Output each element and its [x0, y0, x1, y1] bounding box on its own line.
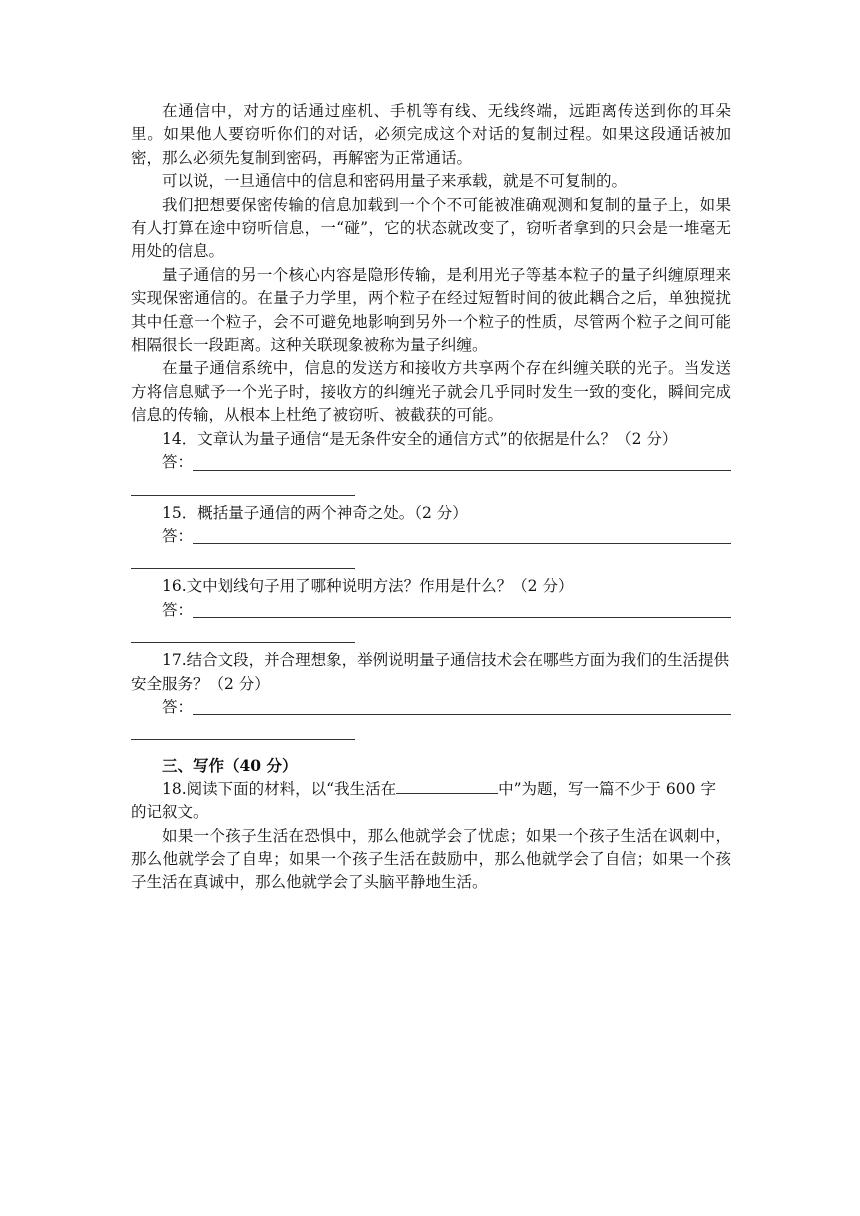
answer-label: 答： [162, 453, 194, 472]
question-17: 17.结合文段，并合理想象，举例说明量子通信技术会在哪些方面为我们的生活提供安全服务？（2 分） [131, 651, 730, 693]
question-14: 14．文章认为量子通信“是无条件安全的通信方式”的依据是什么？（2 分） [162, 429, 678, 448]
answer-line-continued[interactable] [131, 475, 355, 496]
writing-prompt-start: 18.阅读下面的材料，以“我生活在 [162, 779, 397, 798]
passage-paragraph-2: 可以说，一旦通信中的信息和密码用量子来承载，就是不可复制的。 [162, 172, 628, 191]
question-16: 16.文中划线句子用了哪种说明方法？作用是什么？（2 分） [162, 577, 574, 596]
writing-material: 如果一个孩子生活在恐惧中，那么他就学会了忧虑；如果一个孩子生活在讽刺中，那么他就学会了自卑；如果一个孩子生活在鼓励中，那么他就学会了自信；如果一个孩子生活在真诚中，那么他就学会了头脑平静地生活。 [131, 826, 731, 892]
answer-line-continued[interactable] [131, 719, 355, 740]
answer-area-14[interactable] [131, 451, 731, 495]
answer-area-16[interactable] [131, 599, 731, 643]
answer-line[interactable] [193, 601, 731, 618]
answer-line-continued[interactable] [131, 548, 355, 569]
passage-paragraph-5: 在量子通信系统中，信息的发送方和接收方共享两个存在纠缠关联的光子。当发送方将信息赋予一个光子时，接收方的纠缠光子就会几乎同时发生一致的变化，瞬间完成信息的传输，从根本上杜绝了被窃听、被截获的可能。 [131, 359, 731, 425]
answer-label: 答： [162, 526, 194, 545]
answer-label: 答： [162, 600, 194, 619]
question-15: 15．概括量子通信的两个神奇之处。（2 分） [162, 503, 468, 522]
writing-prompt [131, 778, 731, 825]
answer-area-17[interactable] [131, 696, 731, 740]
answer-line[interactable] [193, 527, 731, 544]
answer-line-continued[interactable] [131, 622, 355, 643]
writing-section-title: 三、写作（40 分） [162, 756, 298, 776]
writing-prompt-end: 中”为题，写一篇不少于 600 字的记叙文。 [131, 779, 716, 822]
answer-line[interactable] [193, 698, 731, 715]
page-content [131, 100, 731, 895]
title-blank[interactable] [396, 779, 498, 794]
passage-paragraph-4: 量子通信的另一个核心内容是隐形传输，是利用光子等基本粒子的量子纠缠原理来实现保密通信的。在量子力学里，两个粒子在经过短暂时间的彼此耦合之后，单独搅扰其中任意一个粒子，会不可避免地影响到另外一个粒子的性质，尽管两个粒子之间可能相隔很长一段距离。这种关联现象被称为量子纠缠。 [131, 265, 731, 355]
answer-label: 答： [162, 697, 194, 716]
answer-area-15[interactable] [131, 525, 731, 569]
answer-line[interactable] [193, 454, 731, 471]
passage-paragraph-3: 我们把想要保密传输的信息加载到一个个不可能被准确观测和复制的量子上，如果有人打算在途中窃听信息，一“碰”，它的状态就改变了，窃听者拿到的只会是一堆毫无用处的信息。 [131, 195, 731, 261]
passage-paragraph-1: 在通信中，对方的话通过座机、手机等有线、无线终端，远距离传送到你的耳朵里。如果他人要窃听你们的对话，必须完成这个对话的复制过程。如果这段通话被加密，那么必须先复制到密码，再解密为正常通话。 [131, 102, 731, 167]
